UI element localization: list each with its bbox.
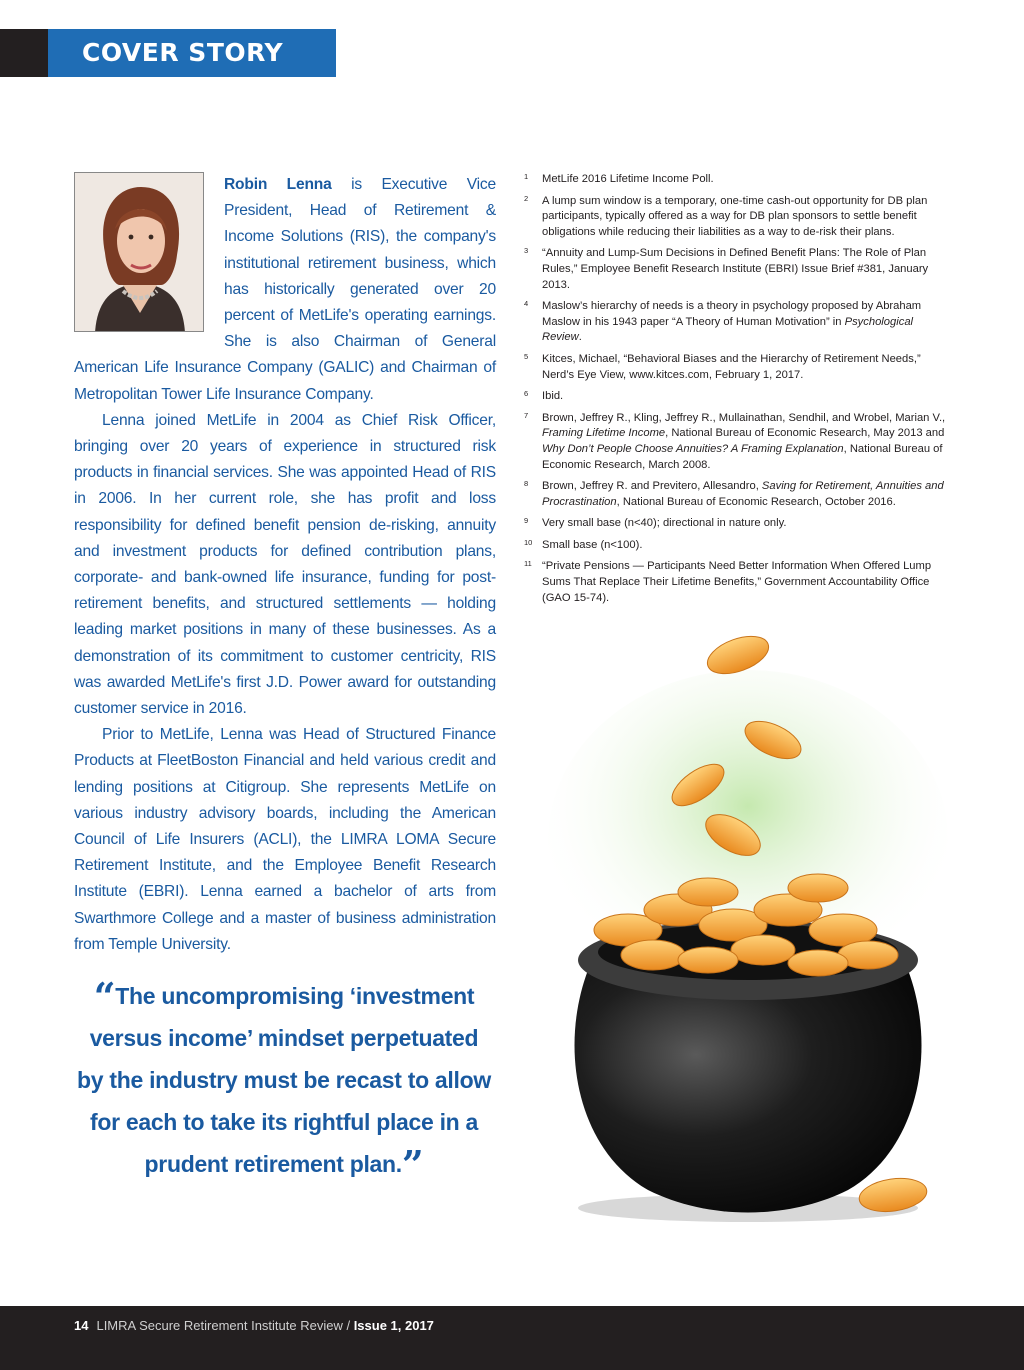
bio-paragraph-3: Prior to MetLife, Lenna was Head of Structured Finance Products at FleetBoston Financial and held various credit and lending positions at Citigroup. She represents MetLife on various industry advisory boards, including the American Council of Life Insurers (ACLI), the LIMRA LOMA Secure Retirement Institute, and the Employee Benefit Research Institute (EBRI). Lenna earned a bachelor of arts from Swarthmore College and a master of business administration from Temple University. (74, 726, 496, 953)
author-bio (74, 172, 496, 958)
footnote-number: 10 (524, 537, 533, 547)
footnote-text: Brown, Jeffrey R. and Previtero, Allesandro, (542, 480, 762, 493)
footnote (524, 559, 954, 606)
footnote-text: “Private Pensions — Participants Need Better Information When Offered Lump Sums That Replace Their Lifetime Benefits,” Government Accountability Office (GAO 15-74). (542, 560, 932, 604)
footnote (524, 299, 954, 346)
footnote (524, 352, 954, 383)
footnote-number: 1 (524, 172, 529, 181)
section-banner: COVER STORY (48, 29, 336, 77)
footnote-text: A lump sum window is a temporary, one-time cash-out opportunity for DB plan participants, typically offered as a way for DB plan sponsors to settle benefit obligations while reducing their liabilities as a way to de-risk their plans. (542, 194, 928, 238)
pot-body (575, 970, 922, 1213)
footnote-text: , National Bureau of Economic Research, March 2008. (542, 442, 943, 471)
bio-paragraph-2: Lenna joined MetLife in 2004 as Chief Risk Officer, bringing over 20 years of experience in structured risk products in financial services. She was appointed Head of RIS in 2006. In her current role, she has profit and loss responsibility for defined benefit pension de-risking, annuity and investment products for defined contribution plans, corporate- and bank-owned life insurance, funding for post-retirement benefits, and structured settlements — holding leading market positions in many of these businesses. As a demonstration of its commitment to customer centricity, RIS was awarded MetLife's first J.D. Power award for outstanding customer service in 2016. (74, 411, 496, 718)
footnote-italic: Framing Lifetime Income (542, 427, 666, 440)
footnote-number: 8 (524, 479, 529, 489)
footnote-italic: Why Don’t People Choose Annuities? A Framing Explanation (542, 442, 844, 455)
footnote-text: , National Bureau of Economic Research, May 2013 and (665, 427, 945, 440)
footnote-number: 2 (524, 193, 529, 203)
photo-spacer (74, 172, 224, 354)
footnote-text: Ibid. (542, 390, 564, 403)
footnote (524, 411, 954, 473)
footnote-text: , National Bureau of Economic Research, October 2016. (616, 495, 896, 508)
footnote-text: . (578, 331, 582, 344)
footnote-italic: Psychological Review (542, 315, 914, 344)
page-number: 14 (74, 1318, 89, 1333)
footnote (524, 516, 954, 532)
page-footer (0, 1306, 1024, 1370)
footer-text (74, 1318, 434, 1333)
footnote-number: 5 (524, 351, 529, 361)
footnote-text: Very small base (n<40); directional in nature only. (542, 517, 787, 530)
pot-of-gold-illustration (518, 630, 978, 1230)
issue-label: Issue 1, 2017 (353, 1318, 434, 1333)
pull-quote (74, 975, 494, 1185)
footnote (524, 538, 954, 554)
footnote-number: 9 (524, 516, 529, 526)
footnote-text: Brown, Jeffrey R., Kling, Jeffrey R., Mullainathan, Sendhil, and Wrobel, Marian V., (542, 411, 946, 424)
footnote-number: 4 (524, 299, 529, 309)
footnote-number: 11 (524, 559, 532, 569)
footnote-text: MetLife 2016 Lifetime Income Poll. (542, 173, 714, 185)
footnote-text: Maslow’s hierarchy of needs is a theory in psychology proposed by Abraham Maslow in his 1943 paper “A Theory of Human Motivation” in (542, 300, 922, 328)
footnote-number: 3 (524, 246, 529, 256)
footnote (524, 389, 954, 405)
footnote (524, 479, 954, 510)
footnote (524, 246, 954, 293)
footnote-number: 7 (524, 410, 529, 420)
pull-quote-text: The uncompromising ‘investment versus income’ mindset perpetuated by the industry must be recast to allow for each to take its rightful place in a prudent retirement plan. (77, 983, 491, 1177)
header-dark-block (0, 29, 48, 77)
footnote-text: “Annuity and Lump-Sum Decisions in Defined Benefit Plans: The Role of Plan Rules,” Employee Benefit Research Institute (EBRI) Issue Brief #381, January 2013. (542, 247, 929, 291)
footnote (524, 172, 954, 188)
open-quote-mark: “ (93, 974, 116, 1019)
author-name: Robin Lenna (224, 176, 332, 193)
footnote-text: Kitces, Michael, “Behavioral Biases and the Hierarchy of Retirement Needs,” Nerd’s Eye View, www.kitces.com, February 1, 2017. (542, 352, 921, 381)
footnote-number: 6 (524, 389, 529, 399)
footnotes-list (524, 172, 954, 612)
publication-name: LIMRA Secure Retirement Institute Review / (96, 1318, 354, 1333)
close-quote-mark: ” (401, 1142, 424, 1187)
bio-intro: is Executive Vice President, Head of Retirement & Income Solutions (RIS), the company's institutional retirement business, which has historically generated over 20 percent of MetLife's operating earnings. She is also Chairman of General American Life Insurance Company (GALIC) and Chairman of Metropolitan Tower Life Insurance Company. (74, 176, 496, 403)
footnote (524, 194, 954, 241)
footnote-text: Small base (n<100). (542, 538, 643, 551)
footnote-italic: Saving for Retirement, Annuities and Procrastination (542, 480, 944, 508)
